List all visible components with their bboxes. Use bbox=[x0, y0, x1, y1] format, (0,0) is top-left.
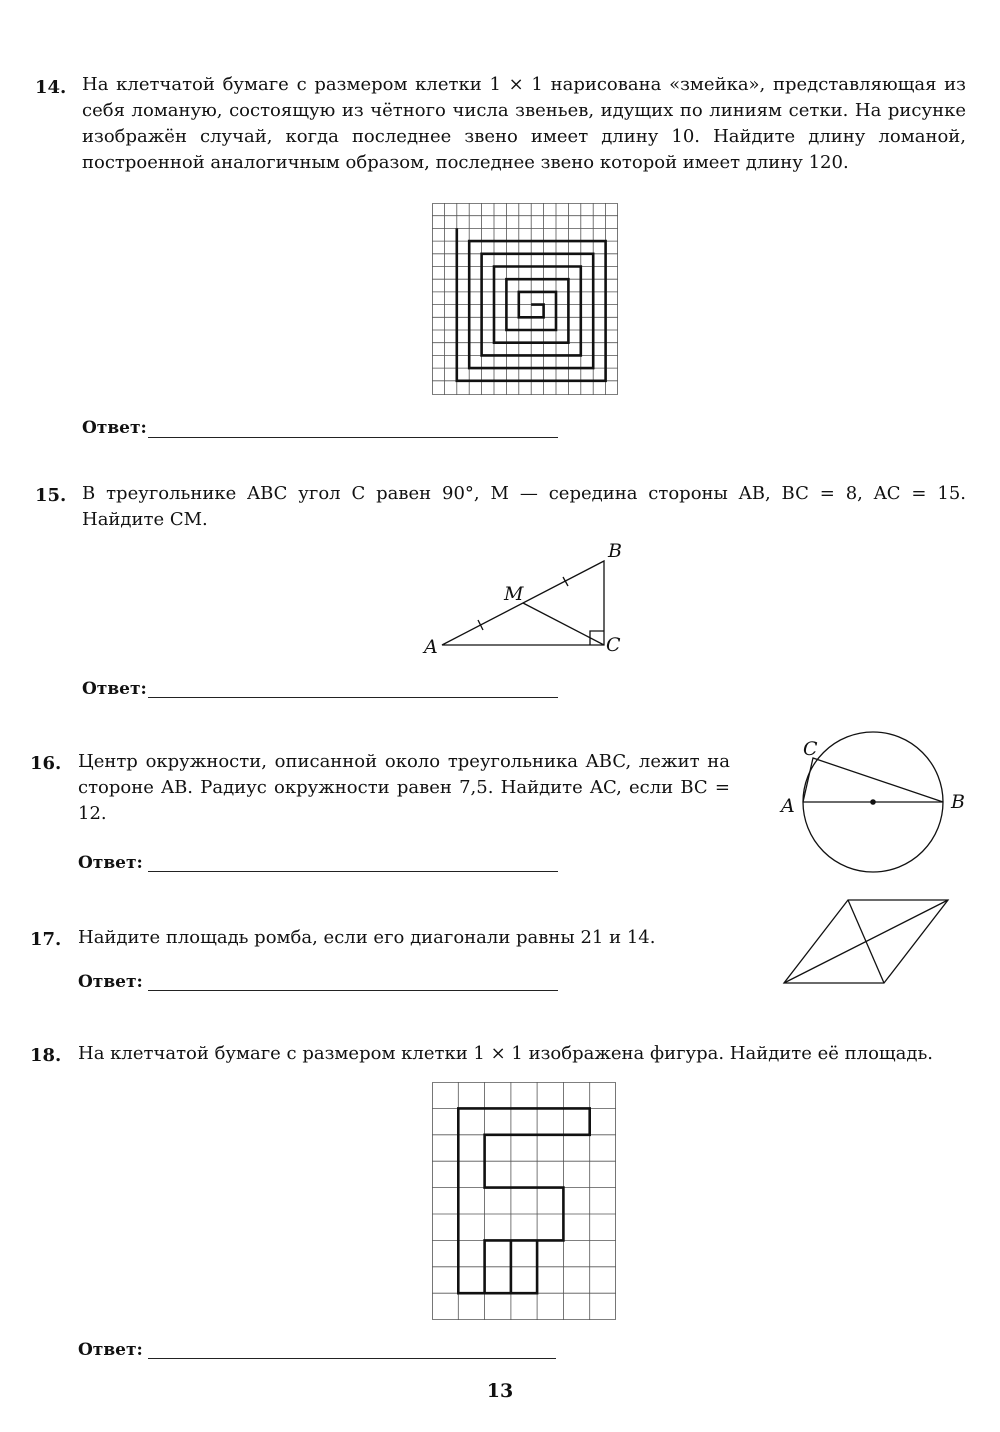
problem-16-answer-line[interactable] bbox=[148, 871, 558, 872]
problem-15-text: В треугольнике ABC угол C равен 90°, M — середина стороны AB, BC = 8, AC = 15. Найдите CM. bbox=[82, 483, 966, 530]
vertex-a-label: A bbox=[781, 795, 795, 817]
problem-14-snake-figure bbox=[432, 203, 618, 395]
vertex-b-label: B bbox=[951, 791, 965, 813]
problem-16-number: 16. bbox=[30, 753, 62, 774]
problem-18-grid-figure bbox=[432, 1082, 616, 1320]
problem-16-circle-figure bbox=[775, 728, 975, 884]
page-number: 13 bbox=[486, 1380, 514, 1402]
problem-15-answer-line[interactable] bbox=[148, 697, 558, 698]
problem-18-text: На клетчатой бумаге с размером клетки 1 × 1 изображена фигура. Найдите её площадь. bbox=[78, 1043, 933, 1064]
problem-18-answer-label: Ответ: bbox=[78, 1340, 143, 1360]
vertex-c-label: C bbox=[803, 738, 818, 760]
problem-17-rhombus-figure bbox=[780, 896, 952, 988]
center-point bbox=[870, 799, 876, 805]
problem-14-answer-line[interactable] bbox=[148, 437, 558, 438]
problem-15-number: 15. bbox=[35, 485, 67, 506]
problem-14-answer-label: Ответ: bbox=[82, 418, 147, 438]
problem-14-text: На клетчатой бумаге с размером клетки 1 × 1 нарисована «змейка», представляющая из себя ломаную, состоящую из чётного числа звеньев, идущих по линиям сетки. На рисунке изображён случай, когда последнее звено имеет длину 10. Найдите длину ломаной, построенной аналогичным образом, последнее звено которой имеет длину 120. bbox=[82, 74, 966, 173]
vertex-b-label: B bbox=[608, 540, 622, 562]
problem-16-text: Центр окружности, описанной около треугольника ABC, лежит на стороне AB. Радиус окружности равен 7,5. Найдите AC, если BC = 12. bbox=[78, 751, 730, 824]
problem-18-number: 18. bbox=[30, 1045, 62, 1066]
problem-18-answer-line[interactable] bbox=[148, 1358, 556, 1359]
grid bbox=[432, 203, 618, 395]
problem-16-answer-label: Ответ: bbox=[78, 853, 143, 873]
vertex-a-label: A bbox=[424, 636, 438, 658]
problem-17-text: Найдите площадь ромба, если его диагонали равны 21 и 14. bbox=[78, 927, 656, 948]
problem-17-answer-line[interactable] bbox=[148, 990, 558, 991]
problem-15-answer-label: Ответ: bbox=[82, 679, 147, 699]
problem-14-number: 14. bbox=[35, 77, 67, 98]
figure-outline bbox=[458, 1108, 589, 1293]
midpoint-m-label: M bbox=[504, 583, 524, 605]
problem-15-triangle-figure bbox=[420, 540, 630, 665]
problem-17-answer-label: Ответ: bbox=[78, 972, 143, 992]
vertex-c-label: C bbox=[606, 634, 621, 656]
problem-17-number: 17. bbox=[30, 929, 62, 950]
